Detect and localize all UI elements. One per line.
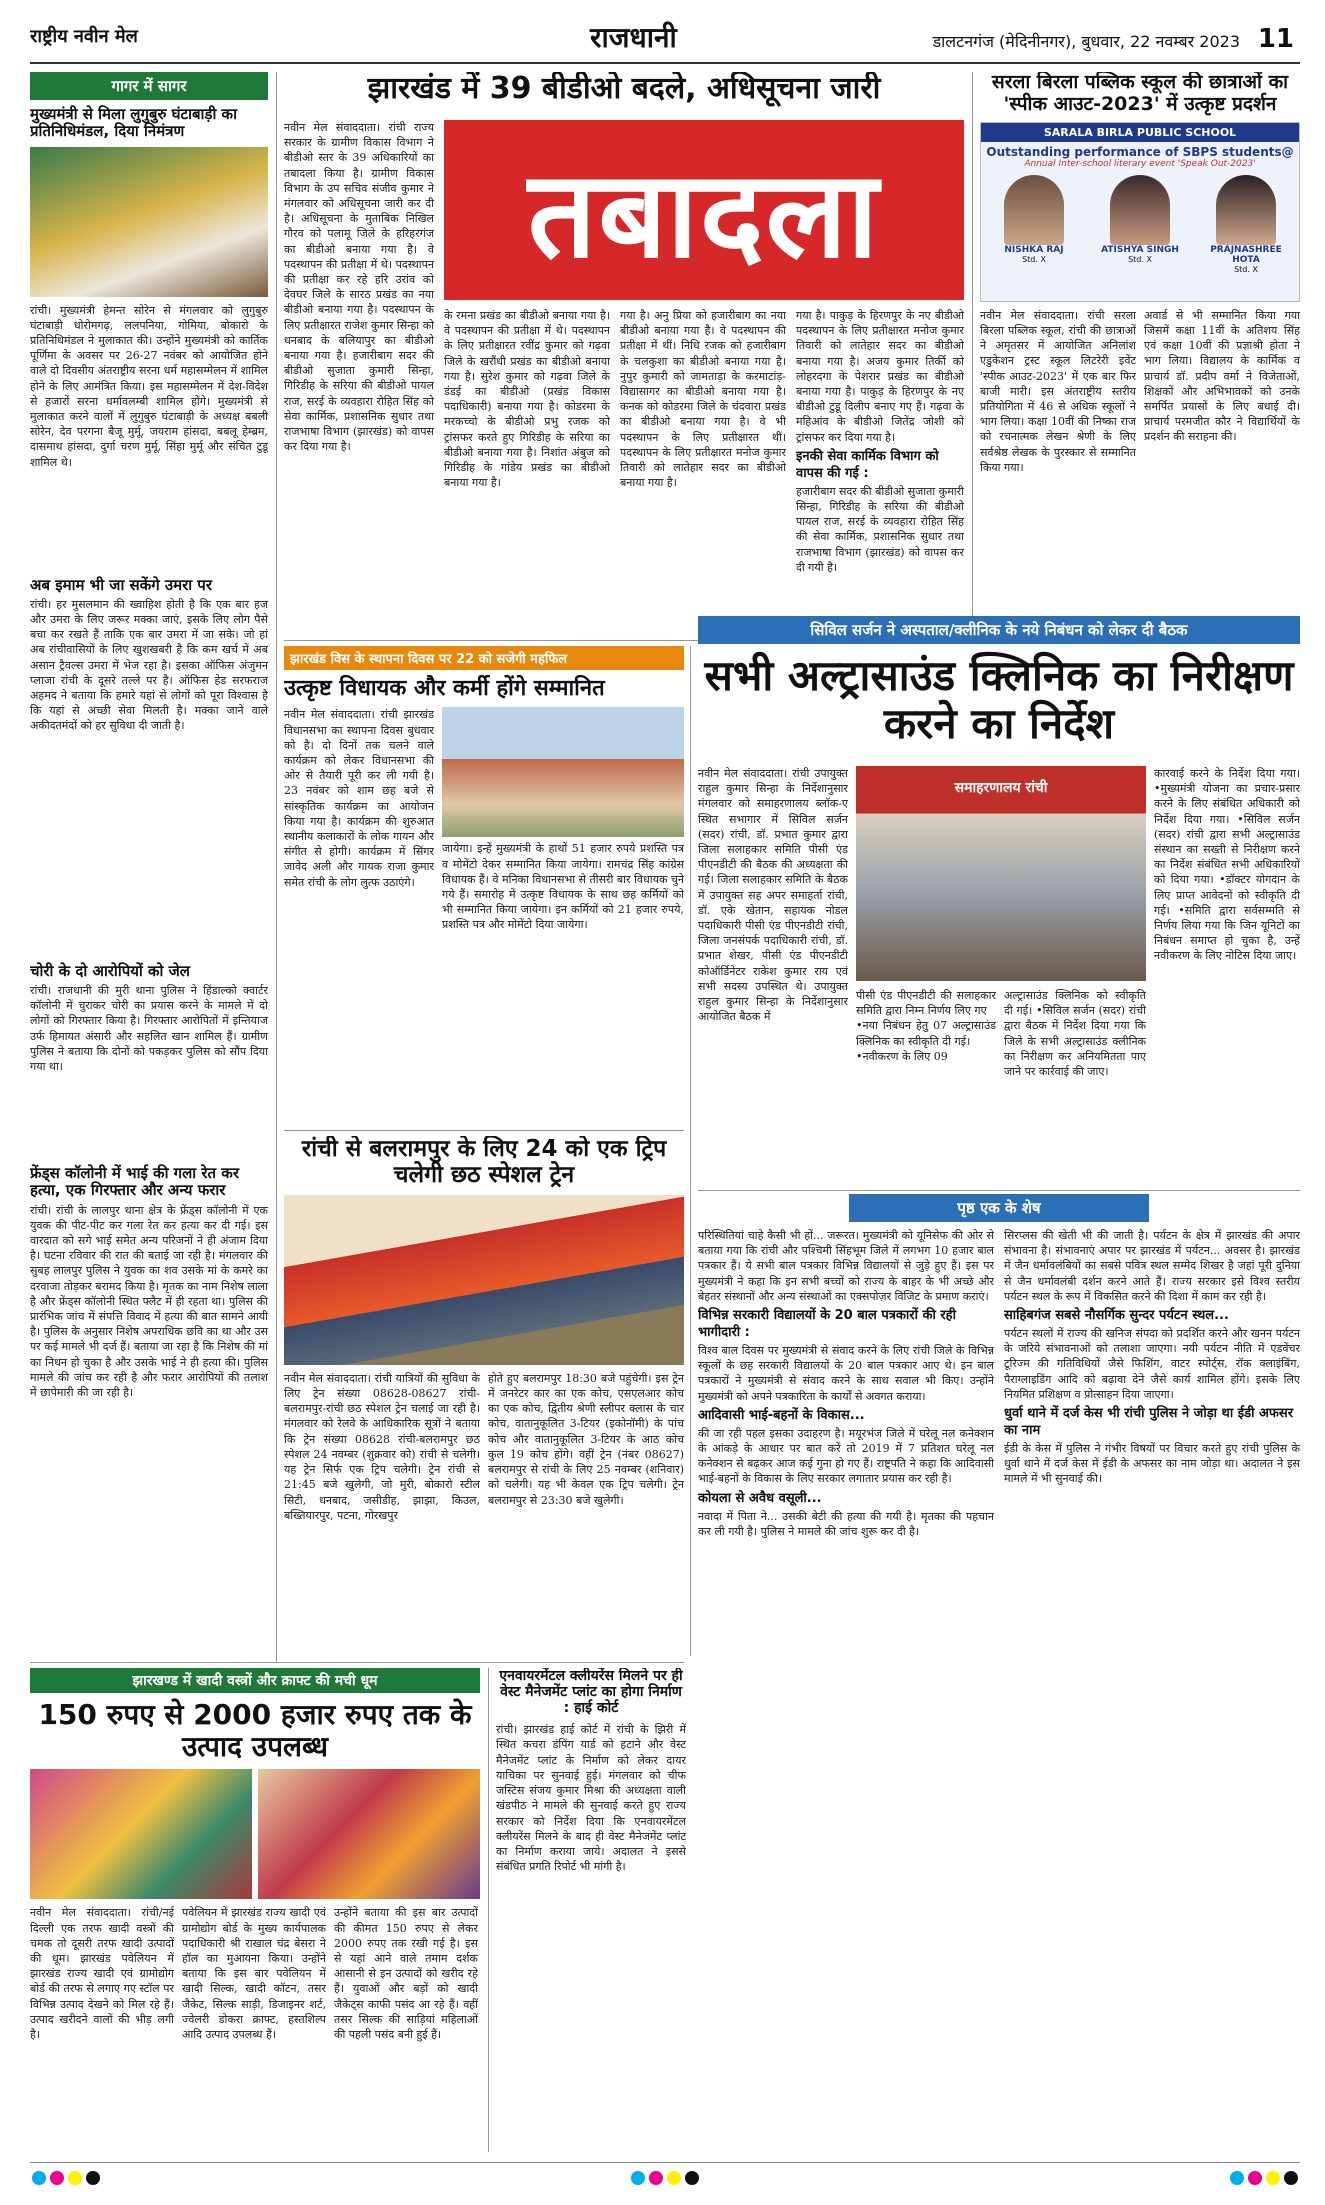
article-subhead: साहिबगंज सबसे नौसर्गिक सुन्दर पर्यटन स्थल... xyxy=(1004,1308,1229,1324)
meeting-photo xyxy=(856,766,1146,981)
article-body: पवेलियन में झारखंड राज्य खादी एवं ग्रामोद्योग बोर्ड के मुख्य कार्यपालक पदाधिकारी श्री राखाल चंद्र बेसरा ने हॉल का मुआयना किया। उन्होंने बताया कि इस बार पवेलियन में खादी सिल्क, खादी कॉटन, तसर जैकेट, सिल्क साड़ी, डिजाइनर शर्ट, ज्वेलरी डोकरा क्राफ्ट, हस्तशिल्प आदि उत्पाद उपलब्ध हैं। xyxy=(182,1906,326,2041)
article-body: नवीन मेल संवाददाता। रांची सरला बिरला पब्लिक स्कूल, रांची की छात्राओं ने अमृतसर में आयोजित अनिलांश एडुकेशन ट्रस्ट स्कूल लिटरेरी इवेंट 'स्पीक आउट-2023' में एक बार फिर बाजी मारी। इस अंतराष्ट्रीय स्तरीय प्रतियोगिता में 46 से अधिक स्कूलों ने भाग लिया। कक्षा 10वीं की निष्का राज को रचनात्मक लेखन श्रेणी के लिए सर्वश्रेष्ठ लेखक के पुरस्कार से सम्मानित किया गया। xyxy=(980,308,1136,474)
row-divider xyxy=(698,1190,1300,1191)
article-headline: एनवायरमेंटल क्लीयरेंस मिलने पर ही वेस्ट मैनेजमेंट प्लांट का होगा निर्माण : हाई कोर्ट xyxy=(499,1668,683,1717)
school-poster xyxy=(980,122,1300,302)
article-headline: मुख्यमंत्री से मिला लुगुबुरु घंटाबाड़ी का प्रतिनिधिमंडल, दिया निमंत्रण xyxy=(30,105,237,141)
article-subhead: विभिन्न सरकारी विद्यालयों के 20 बाल पत्रकारों की रही भागीदारी : xyxy=(698,1308,956,1341)
article-body: गया है। पाकुड़ के हिरणपुर के नए बीडीओ पदस्थापन के लिए प्रतीक्षारत मनोज कुमार तिवारी को लातेहार सदर का बीडीओ बनाया गया है। अजय कुमार तिर्की को लोहरदगा के पेशरार प्रखंड का बीडीओ बनाया गया है। पाकुड़ के हिरणपुर के नए बीडीओ टुडू दिलीप बनाए गए हैं। गढ़वा के महिआंव के बीडीओ जितेंद्र जोशी को ट्रांसफर कर दिया गया है। xyxy=(796,309,964,444)
article-body: नवीन मेल संवाददाता। रांची उपायुक्त राहुल कुमार सिन्हा के निर्देशानुसार मंगलवार को समाहरणालय ब्लॉक-ए स्थित सभागार में सिविल सर्जन (सदर) रांची, डॉ. प्रभात कुमार द्वारा जिला सलाहकार समिति पीसी एंड पीएनडीटी की बैठक की अध्यक्षता की गई। जिला सलाहकार समिति के बैठक में उपायुक्त सह अपर समाहर्ता रांची, डॉ. एके खेतान, सहायक नोडल पदाधिकारी पीसी एंड पीएनडीटी रांची, जिला जनसंपर्क पदाधिकारी रांची, डॉ. प्रभात शेखर, पीसी एंड पीएनडीटी कोऑर्डिनेटर राकेश कुमार राय एवं सभी सदस्य उपस्थित थे। उपायुक्त राहुल कुमार सिन्हा के निर्देशानुसार आयोजित बैठक में xyxy=(698,767,848,1024)
stall-photo xyxy=(30,1769,252,1899)
section-heading: पृष्ठ एक के शेष xyxy=(849,1194,1149,1222)
student-name: PRAJNASHREE HOTA xyxy=(1210,244,1282,265)
student-name: ATISHYA SINGH xyxy=(1101,244,1179,255)
article-subhead: आदिवासी भाई-बहनों के विकास... xyxy=(698,1407,865,1423)
article-column xyxy=(698,1228,994,2148)
article-headline: झारखंड में 39 बीडीओ बदले, अधिसूचना जारी xyxy=(367,72,881,106)
article-subhead: धुर्वा थाने में दर्ज केस भी रांची पुलिस ने जोड़ा था ईडी अफसर का नाम xyxy=(1004,1406,1294,1439)
section-tag: गागर में सागर xyxy=(30,72,268,100)
school-story xyxy=(980,72,1300,632)
transfer-banner xyxy=(444,120,964,300)
env-story xyxy=(496,1668,686,2152)
train-story xyxy=(284,1136,684,1656)
article-body: परिस्थितियां चाहे कैसी भी हों... जरूरत। मुख्यमंत्री को यूनिसेफ की ओर से बताया गया कि रांची और पश्चिमी सिंहभूम जिले में लगभग 10 हजार बाल पत्रकार हैं। ये सभी बाल पत्रकार विभिन्न विद्यालयों से जुड़े हुए हैं। इस पर मुख्यमंत्री ने कहा कि इन सभी बच्चों को राज्य के बाहर के भी अच्छे और बेहतर संस्थानों और अन्य संस्थाओं का एक्सपोज़र विजिट के प्रमाण कराएं। xyxy=(698,1229,994,1303)
poster-subtitle: Outstanding performance of SBPS students@ xyxy=(986,144,1294,159)
article-headline: 150 रुपए से 2000 हजार रुपए तक के उत्पाद उपलब्ध xyxy=(38,1698,472,1764)
dateline: डालटनगंज (मेदिनीनगर), बुधवार, 22 नवम्बर 2023 xyxy=(932,32,1240,51)
article-body: उन्होंने बताया की इस बार उत्पादों की कीमत 150 रुपए से लेकर 2000 रुपए तक रखी गई है। इस से यहां आने वाले तमाम दर्शक आसानी से इन उत्पादों को खरीद रहे हैं। युवाओं और बड़ों को खादी जैकेट्स काफी पसंद आ रहे हैं। वहीं तसर सिल्क की साड़ियां महिलाओं की पहली पसंद बनी हुई हैं। xyxy=(334,1906,478,2041)
continued-section xyxy=(698,1194,1300,2152)
student-photo xyxy=(1004,175,1064,245)
article-body: नवीन मेल संवाददाता। रांची यात्रियों की सुविधा के लिए ट्रेन संख्या 08628-08627 रांची-बलरामपुर-रांची छठ स्पेशल ट्रेन चलाई जा रही है। मंगलवार को रेलवे के आधिकारिक सूत्रों ने बताया कि ट्रेन संख्या 08628 रांची-बलरामपुर छठ स्पेशल 24 नवम्बर (शुक्रवार को) रांची से चलेगी। यह ट्रेन सिर्फ एक ट्रिप चलेगी। ट्रेन रांची से 21:45 बजे खुलेगी, जो मुरी, बोकारो स्टील सिटी, धनबाद, जसीडीह, झाझा, किउल, बख्तियारपुर, पटना, गोरखपुर xyxy=(284,1371,480,1522)
article-body: हजारीबाग सदर की बीडीओ सुजाता कुमारी सिन्हा, गिरिडीह के सरिया की बीडीओ पायल राज, सरई के व्यवहारा रोहित सिंह की सेवा कार्मिक, प्रशासनिक सुधार तथा राजभाषा विभाग (झारखंड) को वापस कर दी गयी है। xyxy=(796,484,964,574)
article-body: जायेगा। इन्हें मुख्यमंत्री के हाथों 51 हजार रुपये प्रशस्ति पत्र व मोमेंटो देकर सम्मानित किया जायेगा। रामचंद्र सिंह कांग्रेस विधायक हैं। वे मनिका विधानसभा से तीसरी बार विधायक चुने गये हैं। समारोह में उत्कृष्ट विधायक के साथ छह कर्मियों को भी सम्मानित किया जायेगा। इन कर्मियों को 21 हजार रुपये, प्रशस्ति पत्र और मोमेंटो दिया जायेगा। xyxy=(442,842,684,932)
article-subhead: इनकी सेवा कार्मिक विभाग को वापस की गई : xyxy=(796,448,939,481)
assembly-photo xyxy=(442,707,684,837)
row-divider xyxy=(284,1130,684,1131)
article-body: पीसी एंड पीएनडीटी की सलाहकार समिति द्वारा निम्न निर्णय लिए गए xyxy=(856,989,996,1018)
article-body: की जा रही पहल इसका उदाहरण है। मयूरभंज जिले में घरेलू नल कनेक्शन के आंकड़े के आधार पर बात करें तो 2019 में 7 प्रतिशत घरेलू नल कनेक्शन से बढ़कर आज कई गुना हो गए हैं। राष्ट्रपति ने कहा कि आदिवासी भाई-बहनों के विकास के लिए सरकार लगातार प्रयास कर रही है। xyxy=(698,1426,994,1486)
section-name: राजधानी xyxy=(590,21,677,54)
article-body: रांची। रांची के लालपुर थाना क्षेत्र के फ्रेंड्स कॉलोनी में एक युवक की पीट-पीट कर गला रेत कर हत्या कर दी गई। इस वारदात को सगे भाई समेत अन्य परिजनों ने ही अंजाम दिया है। घटना रविवार की रात की बताई जा रही है। मंगलवार की सुबह लालपुर पुलिस ने युवक का शव उसके मां के कमरे का दरवाजा तोड़कर बरामद किया है। मृतक का नाम निशेष लाला है और फ्रेंड्स कॉलोनी स्थित फ्लैट में ही रहता था। पुलिस की प्रारंभिक जांच में संपत्ति विवाद में हत्या की बात सामने आयी है। पुलिस के अनुसार निशेष अपराधिक छवि का था और उस पर कई मामले भी दर्ज हैं। बताया जा रहा है कि निशेष की मां का निधन हो चुका है और उसके भाई ने ही हत्या की। पुलिस मामले की जांच कर रही है और फरार आरोपियों की तलाश में छापेमारी की जा रही है। xyxy=(30,1203,268,1399)
article-body: रांची। राजधानी की मुरी थाना पुलिस ने हिंडाल्को क्वार्टर कॉलोनी में चुराकर चोरी का प्रयास करने के मामले में दो लोगों को गिरफ्तार किया है। गिरफ्तार आरोपितों में इन्तियाज उर्फ हिमायत अंसारी और सहलित खान शामिल हैं। ग्रामीण पुलिस ने बताया कि दोनों को पकड़कर पुलिस को सौंप दिया गया था। xyxy=(30,984,268,1074)
article-body: सिरप्लस की खेती भी की जाती है। पर्यटन के क्षेत्र में झारखंड की अपार संभावना है। संभावनाएं अपार पर झारखंड में पर्यटन... अवसर है। झारखंड में जैन धर्मावलंबियों का सबसे पवित्र स्थल सम्मेद शिखर है जहां पूरी दुनिया से जैन धर्मावलंबी दर्शन करने आते हैं। राज्य सरकार इसे विश्व स्तरीय पर्यटन स्थल के रूप में विकसित करने की दिशा में काम कर रही है। xyxy=(1004,1229,1300,1303)
story-kicker: सिविल सर्जन ने अस्पताल/क्लीनिक के नये निबंधन को लेकर दी बैठक xyxy=(698,616,1300,644)
banner-word: तबादला xyxy=(527,145,881,285)
article-body: रांची। झारखंड हाई कोर्ट में रांची के झिरी में स्थित कचरा डंपिंग यार्ड को हटाने और वेस्ट मैनेजमेंट प्लांट के निर्माण को लेकर दायर याचिका पर सुनवाई हुई। मंगलवार को चीफ जस्टिस संजय कुमार मिश्रा की अध्यक्षता वाली खंडपीठ ने मामले की सुनवाई करते हुए राज्य सरकार को निर्देश दिया कि एनवायरमेंटल क्लीयरेंस मिलने के बाद ही वेस्ट मैनेजमेंट प्लांट का निर्माण कराया जाये। अदालत ने इससे संबंधित प्रगति रिपोर्ट भी मांगी है। xyxy=(496,1723,686,1874)
stall-photo xyxy=(258,1769,480,1899)
article-body: नवादा में पिता ने... उसकी बेटी की हत्या की गयी है। मृतका की पहचान कर ली गयी है। पुलिस ने मामले की जांच शुरू कर दी है। xyxy=(698,1509,994,1538)
article-headline: सभी अल्ट्रासाउंड क्लिनिक का निरीक्षण करने का निर्देश xyxy=(704,651,1294,749)
student-card xyxy=(1095,175,1185,274)
student-grade: Std. X xyxy=(1234,264,1258,274)
masthead xyxy=(30,14,1300,64)
overflow-guard xyxy=(284,172,434,632)
column-divider xyxy=(972,72,973,632)
print-registration-bar xyxy=(30,2162,1300,2192)
poster-event: Annual Inter-school literary event 'Speak Out-2023' xyxy=(1024,158,1256,169)
clinic-story xyxy=(698,616,1300,1186)
delegation-photo xyxy=(30,147,268,297)
article-body: नवीन मेल संवाददाता। रांची राज्य सरकार के ग्रामीण विकास विभाग ने बीडीओ स्तर के 39 अधिकारियों का तबादला किया है। ग्रामीण विकास विभाग के उप सचिव संजीव कुमार ने मंगलवार को अधिसूचना जारी कर दी है। अधिसूचना के मुताबिक निखिल गौरव को पलामू जिले के हरिहरगंज का बीडीओ बनाया गया है। वे पदस्थापन की प्रतीक्षा में थे। पदस्थापन की प्रतीक्षा कर रहे हरि उरांव को देवघर जिले के सारठ प्रखंड का नया बीडीओ बनाया गया है। पदस्थापन के लिए प्रतीक्षारत राजेश कुमार सिन्हा को धनबाद के बलियापुर का बीडीओ बनाया गया है। हजारीबाग सदर की बीडीओ सुजाता कुमारी सिन्हा, गिरिडीह के सरिया की बीडीओ पायल राज, सरई के व्यवहारा रोहित सिंह को सेवा कार्मिक, प्रशासनिक सुधार तथा राजभाषा विभाग (झारखंड) को वापस कर दिया गया है। xyxy=(284,121,434,454)
column-divider xyxy=(488,1668,489,2152)
article-body: रांची। हर मुसलमान की ख्वाहिश होती है कि एक बार हज और उमरा के लिए जरूर मक्का जाएं, इसके लिए लोग पैसे बचा कर रखते हैं ताकि एक बार उमरा में जा सके। जो हां अब रांचीवासियों के लिए खुशखबरी है कि कम खर्च में अब असान ट्रैवल्स उमरा में भेज रहा है। इसका ऑफिस अंजुमन प्लाजा रांची के दूसरे तल्ले पर है। ऑफिस हेड सरफराज अहमद ने बताया कि हमारे यहां से लोगों को पूरा विश्वास है कि यहां से अच्छी सेवा मिलती है। मक्का जाने वाले अकीदतमंदों को हर सुविधा दी जाती है। xyxy=(30,597,268,733)
column-divider xyxy=(690,646,691,1656)
row-divider xyxy=(30,1662,684,1663)
article-headline: रांची से बलरामपुर के लिए 24 को एक ट्रिप चलेगी छठ स्पेशल ट्रेन xyxy=(301,1136,667,1189)
train-photo xyxy=(284,1195,684,1365)
list-item: •नवीकरण के लिए 09 xyxy=(856,1049,948,1063)
story-kicker: झारखण्ड में खादी वस्त्रों और क्राफ्ट की मची धूम xyxy=(30,1668,480,1693)
article-subhead: कोयला से अवैध वसूली... xyxy=(698,1490,822,1506)
article-body: होते हुए बलरामपुर 18:30 बजे पहुंचेगी। इस ट्रेन में जनरेटर कार का एक कोच, एसएलआर कोच का एक कोच, द्वितीय श्रेणी स्लीपर क्लास के चार कोच, वातानुकूलित 3-टियर (इकोनॉमी) के पांच कोच और वातानुकूलित 3-टियर के आठ कोच कुल 19 कोच होंगे। वहीं ट्रेन (नंबर 08627) बलरामपुर से रांची के लिए 25 नवम्बर (शनिवार) को चलेगी। यह भी केवल एक ट्रिप चलेगी। ट्रेन बलरामपुर से 23:30 बजे खुलेगी। xyxy=(488,1371,684,1507)
student-photo xyxy=(1110,175,1170,245)
article-body: विश्व बाल दिवस पर मुख्यमंत्री से संवाद करने के लिए रांची जिले के विभिन्न स्कूलों के छह सरकारी विद्यालयों के 20 बाल पत्रकार आए थे। इन बाल पत्रकारों ने मुख्यमंत्री से संवाद करने के साथ सवाल भी किए। उन्होंने मुख्यमंत्री को अपने पत्रकारिता के कार्यों से अवगत कराया। xyxy=(698,1344,994,1403)
article-body: कारवाई करने के निर्देश दिया गया। •मुख्यमंत्री योजना का प्रचार-प्रसार करने के लिए संबंधित अधिकारी को निर्देश दिया गया। •सिविल सर्जन (सदर) रांची द्वारा सभी अल्ट्रासाउंड संस्थान का सख्ती से निरीक्षण करने का निर्देश संबंधित सभी अधिकारियों को दिया गया। •डॉक्टर योगदान के लिए प्राप्त आवेदनों को स्वीकृति दी गई। •समिति द्वारा सर्वसम्मति से निर्णय लिया गया कि जिन यूनिटों का निबंधन समाप्त हो चुका है, उन्हें नवीकरण के लिए नोटिस दिया जाए। xyxy=(1154,767,1300,963)
article-column xyxy=(1004,1228,1300,2148)
student-card xyxy=(989,175,1079,274)
article-body: रांची। मुख्यमंत्री हेमन्त सोरेन से मंगलवार को लुगुबुरु घंटाबाड़ी धोरोमगढ़, ललपनिया, गोमिया, बोकारो के प्रतिनिधिमंडल ने मुलाकात की। उन्होंने मुख्यमंत्री को कार्तिक पूर्णिमा के अवसर पर 26-27 नवंबर को आयोजित होने वाले दो दिवसीय अंतराष्ट्रीय सरना धर्म महासम्मेलन में शामिल होने के लिए आमंत्रित किया। इस महासम्मेलन में देश-विदेश से हजारों सरना धर्मावलम्बी शामिल होंगे। मुख्यमंत्री से मुलाकात करने वालों में लुगुबुरु घंटाबाड़ी के अध्यक्ष बबली सोरेन, देव परगना बैजू मुर्मू, जयराम हांसदा, बबलू हेम्ब्रम, दासमाथ हांसदा, दुर्गा चरण मुर्मू, सिंहा मुर्मू और संचित टुडू शामिल थे। xyxy=(30,303,268,469)
article-headline: फ्रेंड्स कॉलोनी में भाई की गला रेत कर हत्या, एक गिरफ्तार और अन्य फरार xyxy=(30,1164,239,1200)
student-name: NISHKA RAJ xyxy=(1004,244,1064,255)
article-headline: सरला बिरला पब्लिक स्कूल की छात्राओं का 'स्पीक आउट-2023' में उत्कृष्ट प्रदर्शन xyxy=(991,72,1289,115)
student-row xyxy=(981,175,1299,274)
article-headline: उत्कृष्ट विधायक और कर्मी होंगे सम्मानित xyxy=(284,676,605,701)
student-grade: Std. X xyxy=(1022,254,1046,264)
article-body: नवीन मेल संवाददाता। रांची/नई दिल्ली एक तरफ खादी वस्त्रों की चमक तो दूसरी तरफ खादी उत्पादों की धूम। झारखंड पवेलियन में झारखंड राज्य खादी एवं ग्रामोद्योग बोर्ड की तरफ से लगाए गए स्टॉल पर विभिन्न उत्पाद देखने को मिल रहे हैं। उत्पाद खरीदने वालों की भीड़ लगी है। xyxy=(30,1906,174,2041)
article-body: अल्ट्रासाउंड क्लिनिक को स्वीकृति दी गई। •सिविल सर्जन (सदर) रांची द्वारा बैठक में निर्देश दिया गया कि जिले के सभी अल्ट्रासाउंड क्लीनिक का निरीक्षण कर अनियमितता पाए जाने पर कार्रवाई की जाए। xyxy=(1004,989,1146,1079)
story-kicker: झारखंड विस के स्थापना दिवस पर 22 को सजेगी महफिल xyxy=(284,646,684,670)
student-grade: Std. X xyxy=(1128,254,1152,264)
page-number: 11 xyxy=(1257,24,1294,54)
column-divider xyxy=(276,72,277,1662)
list-item: •नया निबंधन हेतु 07 अल्ट्रासाउंड क्लिनिक का स्वीकृति दी गई। xyxy=(856,1019,996,1048)
paper-name: राष्ट्रीय नवीन मेल xyxy=(30,26,138,47)
mla-story xyxy=(284,646,684,1126)
article-column xyxy=(796,308,964,628)
article-body: पर्यटन स्थलों में राज्य की खनिज संपदा को प्रदर्शित करने और खनन पर्यटन के जरिये संभावनाओं को तलाशा जाएगा। नयी पर्यटन नीति में एडवेंचर टूरिज्म की गतिविधियों जैसे फिशिंग, वाटर स्पोर्ट्स, रॉक क्लाइंबिंग, पैराग्लाइडिंग आदि को बढ़ावा देने जैसे कार्य शामिल होंगे। इसके लिए नियमित प्रशिक्षण व प्रोत्साहन दिया जाएगा। xyxy=(1004,1327,1300,1401)
khadi-story xyxy=(30,1668,480,2152)
poster-title: SARALA BIRLA PUBLIC SCHOOL xyxy=(981,123,1299,142)
article-body: के रमना प्रखंड का बीडीओ बनाया गया है। वे पदस्थापन की प्रतीक्षा में थे। पदस्थापन के लिए प्रतीक्षारत रवींद्र कुमार को गढ़वा जिले के खरौंधी प्रखंड का बीडीओ बनाया गया है। सुरेश कुमार को गढ़वा जिले के डंडई का बीडीओ (प्रखंड विकास पदाधिकारी) बनाया गया है। कोडरमा के मरकच्चो के बीडीओ प्रभु रजक को ट्रांसफर करते हुए गिरिडीह के सरिया का बीडीओ बनाया गया है। निशांत अंबुज को गिरिडीह के गांडेय प्रखंड का बीडीओ बनाया गया है। xyxy=(444,309,610,490)
student-photo xyxy=(1216,175,1276,245)
article-headline: चोरी के दो आरोपियों को जेल xyxy=(30,961,190,980)
article-body: अवार्ड से भी सम्मानित किया गया जिसमें कक्षा 11वीं के अतिशय सिंह एवं कक्षा 10वीं की प्रज्ञाश्री होता ने भाग लिया। विद्यालय के कार्मिक व प्राचार्य डॉ. प्रदीप वर्मा ने विजेताओं, शिक्षकों और अभिभावकों को उनके समर्पित प्रयासों के लिए बधाई दी। प्राचार्य परमजीत कौर ने विद्यार्थियों के प्रदर्शन की सराहना की। xyxy=(1144,308,1300,444)
article-body: ईडी के केस में पुलिस ने गंभीर विषयों पर विचार करते हुए रांची पुलिस के धुर्वा थाने में दर्ज केस में ईडी के अफसर का नाम जोड़ा था। अदालत ने इस मामले में भी सुनवाई की। xyxy=(1004,1442,1300,1486)
article-column xyxy=(856,988,996,1178)
article-body: नवीन मेल संवाददाता। रांची झारखंड विधानसभा का स्थापना दिवस बुधवार को है। दो दिनों तक चलने वाले कार्यक्रम को लेकर विधानसभा की ओर से तैयारी पूरी कर ली गयी है। 23 नवंबर को शाम छह बजे से सांस्कृतिक कार्यक्रम का आयोजन किया गया है। कार्यक्रम की शुरुआत स्थानीय कलाकारों के लोक गायन और संगीत से होगी। कार्यक्रम में सिंगर जावेद अली और गायक राजा कुमार समेत रांची के लोग लुत्फ उठाएंगे। xyxy=(284,708,434,889)
article-headline: अब इमाम भी जा सकेंगे उमरा पर xyxy=(30,575,212,594)
student-card xyxy=(1201,175,1291,274)
banner-text: समाहरणालय रांची xyxy=(954,780,1048,796)
article-body: गया है। अनु प्रिया को हजारीबाग का नया बीडीओ बनाया गया है। वे पदस्थापन की प्रतीक्षा में थीं। निधि रजक को हजारीबाग के चलकुशा का बीडीओ बनाया गया है। नुपुर कुमारी को जामताड़ा के करमाटांड़-विद्यासागर का बीडीओ बनाया गया है। कनक को कोडरमा जिले के चंदवारा प्रखंड का बीडीओ बनाया गया है। वे भी पदस्थापन के लिए प्रतीक्षारत थीं। पदस्थापन के लिए प्रतीक्षारत मनोज कुमार तिवारी को लातेहार सदर का बीडीओ बनाया गया है। xyxy=(620,309,786,490)
